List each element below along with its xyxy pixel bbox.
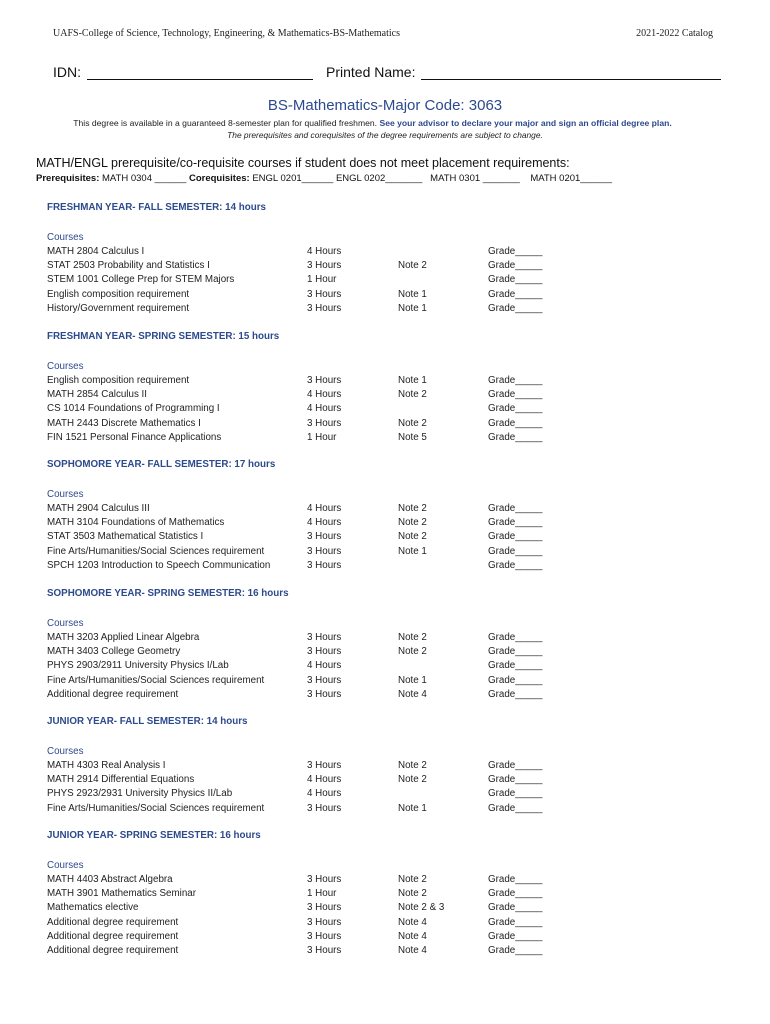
course-note: Note 4 [398, 944, 427, 956]
semester-title: SOPHOMORE YEAR- FALL SEMESTER: 17 hours [47, 459, 276, 470]
course-note: Note 4 [398, 930, 427, 942]
intro-advisor-notice: See your advisor to declare your major and sign an official degree plan. [379, 118, 672, 128]
course-name: PHYS 2923/2931 University Physics II/Lab [47, 788, 233, 800]
course-name: MATH 2904 Calculus III [47, 503, 150, 514]
semester-title: SOPHOMORE YEAR- SPRING SEMESTER: 16 hours [47, 588, 289, 599]
course-hours: 4 Hours [307, 389, 342, 401]
course-row [47, 531, 737, 545]
course-row [47, 675, 737, 689]
course-hours: 1 Hour [307, 274, 337, 286]
course-hours: 3 Hours [307, 930, 342, 942]
course-hours: 1 Hour [307, 888, 337, 900]
course-hours: 3 Hours [307, 944, 342, 956]
grade-blank[interactable]: Grade_____ [488, 688, 543, 700]
header-catalog-year: 2021-2022 Catalog [636, 28, 713, 39]
course-name: FIN 1521 Personal Finance Applications [47, 431, 222, 443]
grade-blank[interactable]: Grade_____ [488, 260, 543, 272]
course-hours: 3 Hours [307, 531, 342, 543]
course-note: Note 2 [398, 774, 427, 786]
grade-blank[interactable]: Grade_____ [488, 916, 543, 928]
course-row [47, 803, 737, 817]
course-hours: 4 Hours [307, 660, 342, 672]
printed-name-label: Printed Name: [326, 64, 416, 80]
grade-blank[interactable]: Grade_____ [488, 375, 543, 386]
course-name: English composition requirement [47, 375, 190, 386]
courses-label: Courses [47, 746, 84, 757]
grade-blank[interactable]: Grade_____ [488, 302, 543, 314]
course-row [47, 432, 737, 446]
intro-text [0, 118, 720, 128]
course-name: English composition requirement [47, 288, 190, 300]
course-note: Note 1 [398, 674, 427, 686]
course-row [47, 403, 737, 417]
course-note: Note 1 [398, 802, 427, 814]
course-name: Fine Arts/Humanities/Social Sciences requirement [47, 802, 265, 814]
course-name: SPCH 1203 Introduction to Speech Communication [47, 559, 271, 571]
courses-label: Courses [47, 860, 84, 871]
course-name: MATH 3901 Mathematics Seminar [47, 888, 197, 900]
semester-title: FRESHMAN YEAR- SPRING SEMESTER: 15 hours [47, 331, 280, 342]
course-hours: 3 Hours [307, 417, 342, 429]
course-name: Fine Arts/Humanities/Social Sciences requirement [47, 545, 265, 557]
idn-label: IDN: [53, 64, 81, 80]
course-hours: 3 Hours [307, 674, 342, 686]
course-row [47, 303, 737, 317]
grade-blank[interactable]: Grade_____ [488, 788, 543, 800]
course-name: Additional degree requirement [47, 930, 179, 942]
course-note: Note 4 [398, 688, 427, 700]
grade-blank[interactable]: Grade_____ [488, 417, 543, 429]
course-name: MATH 2443 Discrete Mathematics I [47, 417, 201, 429]
grade-blank[interactable]: Grade_____ [488, 902, 543, 914]
course-row [47, 874, 737, 888]
courses-label: Courses [47, 361, 84, 372]
course-name: MATH 2854 Calculus II [47, 389, 148, 401]
prereq-label: Prerequisites: [36, 173, 100, 184]
semester-section [47, 459, 737, 574]
course-name: STEM 1001 College Prep for STEM Majors [47, 274, 235, 286]
grade-blank[interactable]: Grade_____ [488, 274, 543, 286]
printed-name-blank-line[interactable] [421, 65, 721, 80]
course-hours: 3 Hours [307, 545, 342, 557]
course-hours: 3 Hours [307, 916, 342, 928]
course-hours: 3 Hours [307, 902, 342, 914]
course-hours: 3 Hours [307, 760, 342, 771]
course-hours: 4 Hours [307, 403, 342, 415]
course-name: Additional degree requirement [47, 944, 179, 956]
semester-section [47, 830, 737, 959]
course-hours: 3 Hours [307, 375, 342, 386]
course-note: Note 2 [398, 760, 427, 771]
grade-blank[interactable]: Grade_____ [488, 674, 543, 686]
course-note: Note 1 [398, 545, 427, 557]
course-row [47, 646, 737, 660]
semester-section [47, 588, 737, 703]
printed-name-field[interactable] [326, 64, 721, 80]
course-row [47, 418, 737, 432]
course-hours: 1 Hour [307, 431, 337, 443]
course-row [47, 517, 737, 531]
course-row [47, 560, 737, 574]
course-hours: 4 Hours [307, 774, 342, 786]
course-name: MATH 3104 Foundations of Mathematics [47, 517, 225, 529]
semester-section [47, 716, 737, 817]
grade-blank[interactable]: Grade_____ [488, 646, 543, 658]
course-note: Note 4 [398, 916, 427, 928]
course-note: Note 2 [398, 531, 427, 543]
courses-label: Courses [47, 489, 84, 500]
course-name: STAT 3503 Mathematical Statistics I [47, 531, 204, 543]
course-name: PHYS 2903/2911 University Physics I/Lab [47, 660, 229, 672]
course-name: MATH 3403 College Geometry [47, 646, 181, 658]
grade-blank[interactable]: Grade_____ [488, 389, 543, 401]
prereq-line [36, 173, 612, 184]
course-note: Note 2 [398, 888, 427, 900]
semester-section [47, 202, 737, 317]
intro-plain: This degree is available in a guaranteed 8-semester plan for qualified freshmen. [73, 118, 378, 128]
course-name: Additional degree requirement [47, 916, 179, 928]
course-row [47, 546, 737, 560]
grade-blank[interactable]: Grade_____ [488, 545, 543, 557]
course-note: Note 1 [398, 288, 427, 300]
course-hours: 3 Hours [307, 688, 342, 700]
course-note: Note 2 [398, 503, 427, 514]
course-note: Note 2 [398, 260, 427, 272]
idn-blank-line[interactable] [87, 65, 313, 80]
course-name: MATH 2804 Calculus I [47, 246, 145, 257]
course-row [47, 931, 737, 945]
course-row [47, 274, 737, 288]
coreq-text: ENGL 0201______ ENGL 0202_______ MATH 0301 _______ MATH 0201______ [249, 173, 613, 184]
course-note: Note 2 [398, 646, 427, 658]
course-row [47, 289, 737, 303]
grade-blank[interactable]: Grade_____ [488, 660, 543, 672]
course-row [47, 260, 737, 274]
course-row [47, 375, 737, 389]
coreq-label: Corequisites: [188, 173, 250, 184]
course-hours: 3 Hours [307, 260, 342, 272]
course-row [47, 888, 737, 902]
course-name: Additional degree requirement [47, 688, 179, 700]
grade-blank[interactable]: Grade_____ [488, 246, 543, 257]
course-hours: 4 Hours [307, 246, 342, 257]
header-program: UAFS-College of Science, Technology, Engineering, & Mathematics-BS-Mathematics [53, 28, 401, 39]
course-hours: 4 Hours [307, 517, 342, 529]
page-title: BS-Mathematics-Major Code: 3063 [267, 97, 503, 114]
course-note: Note 2 [398, 632, 427, 643]
grade-blank[interactable]: Grade_____ [488, 802, 543, 814]
course-hours: 3 Hours [307, 302, 342, 314]
course-row [47, 760, 737, 774]
course-note: Note 2 & 3 [398, 902, 445, 914]
course-name: MATH 4303 Real Analysis I [47, 760, 166, 771]
course-name: MATH 3203 Applied Linear Algebra [47, 632, 200, 643]
grade-blank[interactable]: Grade_____ [488, 431, 543, 443]
course-note: Note 2 [398, 417, 427, 429]
course-hours: 3 Hours [307, 632, 342, 643]
courses-label: Courses [47, 232, 84, 243]
course-hours: 4 Hours [307, 788, 342, 800]
grade-blank[interactable]: Grade_____ [488, 874, 543, 885]
grade-blank[interactable]: Grade_____ [488, 930, 543, 942]
course-row [47, 503, 737, 517]
course-row [47, 902, 737, 916]
idn-field[interactable] [53, 64, 313, 80]
course-row [47, 945, 737, 959]
intro-disclaimer: The prerequisites and corequisites of the degree requirements are subject to change. [227, 130, 543, 140]
course-row [47, 632, 737, 646]
semester-section [47, 331, 737, 446]
course-row [47, 660, 737, 674]
course-hours: 3 Hours [307, 646, 342, 658]
course-name: Mathematics elective [47, 902, 139, 914]
course-hours: 3 Hours [307, 802, 342, 814]
semester-title: FRESHMAN YEAR- FALL SEMESTER: 14 hours [47, 202, 267, 213]
course-row [47, 774, 737, 788]
course-note: Note 2 [398, 389, 427, 401]
course-row [47, 246, 737, 260]
course-hours: 3 Hours [307, 559, 342, 571]
grade-blank[interactable]: Grade_____ [488, 403, 543, 415]
course-name: Fine Arts/Humanities/Social Sciences requirement [47, 674, 265, 686]
course-note: Note 2 [398, 517, 427, 529]
course-row [47, 917, 737, 931]
course-row [47, 389, 737, 403]
semester-title: JUNIOR YEAR- SPRING SEMESTER: 16 hours [47, 830, 261, 841]
course-note: Note 2 [398, 874, 427, 885]
grade-blank[interactable]: Grade_____ [488, 559, 543, 571]
prereq-text: MATH 0304 ______ [99, 173, 189, 184]
courses-label: Courses [47, 618, 84, 629]
course-hours: 3 Hours [307, 874, 342, 885]
course-note: Note 1 [398, 375, 427, 386]
semester-title: JUNIOR YEAR- FALL SEMESTER: 14 hours [47, 716, 248, 727]
grade-blank[interactable]: Grade_____ [488, 632, 543, 643]
course-row [47, 689, 737, 703]
course-note: Note 5 [398, 431, 427, 443]
grade-blank[interactable]: Grade_____ [488, 517, 543, 529]
grade-blank[interactable]: Grade_____ [488, 774, 543, 786]
grade-blank[interactable]: Grade_____ [488, 944, 543, 956]
course-name: MATH 2914 Differential Equations [47, 774, 195, 786]
course-note: Note 1 [398, 302, 427, 314]
course-hours: 4 Hours [307, 503, 342, 514]
course-row [47, 788, 737, 802]
grade-blank[interactable]: Grade_____ [488, 888, 543, 900]
prereq-heading: MATH/ENGL prerequisite/co-requisite courses if student does not meet placement requirements: [36, 156, 570, 170]
course-name: CS 1014 Foundations of Programming I [47, 403, 220, 415]
grade-blank[interactable]: Grade_____ [488, 531, 543, 543]
grade-blank[interactable]: Grade_____ [488, 760, 543, 771]
course-hours: 3 Hours [307, 288, 342, 300]
grade-blank[interactable]: Grade_____ [488, 503, 543, 514]
grade-blank[interactable]: Grade_____ [488, 288, 543, 300]
course-name: History/Government requirement [47, 302, 190, 314]
course-name: STAT 2503 Probability and Statistics I [47, 260, 210, 272]
course-name: MATH 4403 Abstract Algebra [47, 874, 173, 885]
